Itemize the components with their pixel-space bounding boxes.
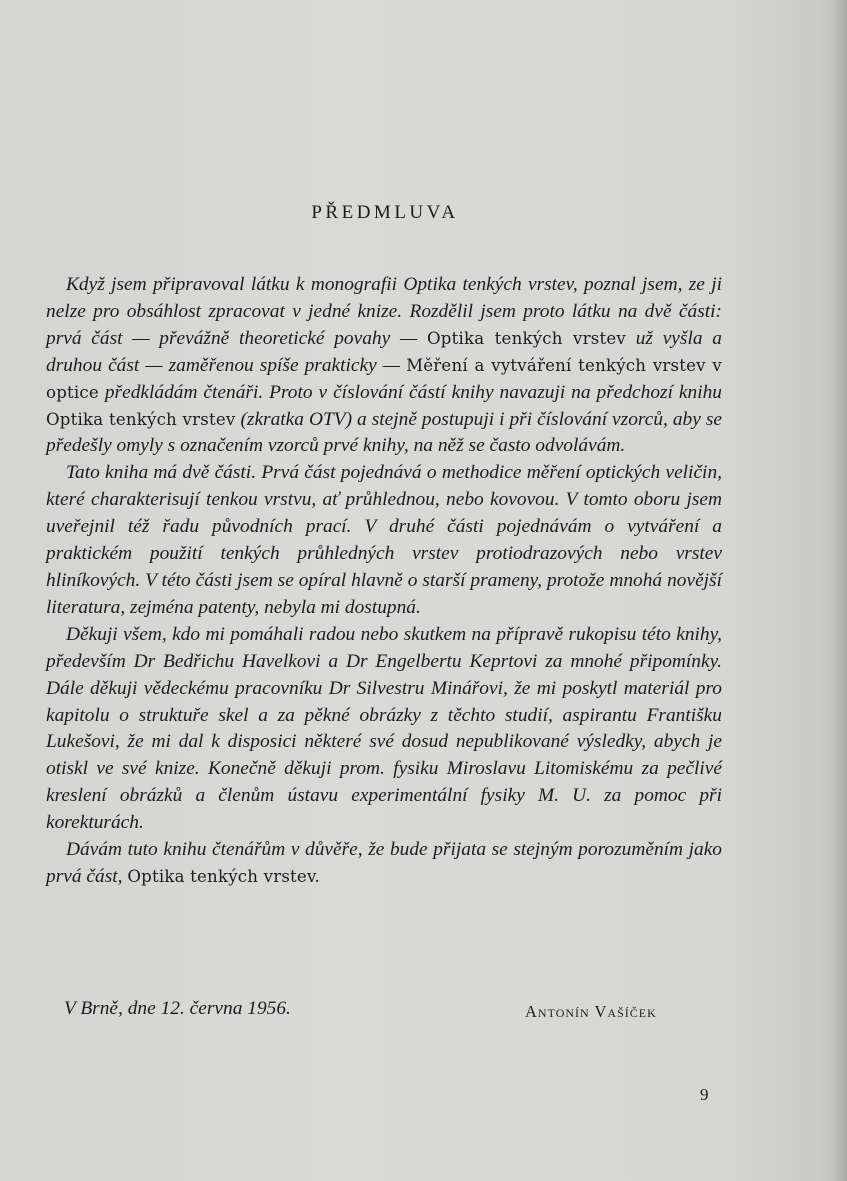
p1-text-4: předkládám čtenáři. Proto v číslování částí knihy navazuji na předchozí knihu — [104, 381, 722, 403]
p1-text-1: Když jsem připravoval látku k monografii — [66, 274, 398, 295]
p1-book-title-3: Měření a vytváření tenkých vrstev v optice — [46, 355, 722, 402]
paragraph-2: Tato kniha má dvě části. Prvá část pojednává o methodice měření optických veličin, které charakterisují tenkou vrstvu, ať průhlednou, nebo kovovou. V tomto oboru jsem uveřejnil též řadu původních prací. V druhé části pojednávám o vytváření a praktickém použití tenkých průhledných vrstev protiodrazových nebo vrstev hliníkových. V této části jsem se opíral hlavně o starší prameny, protože mnohá novější literatura, zejména patenty, nebyla mi dostupná. — [46, 462, 722, 618]
p1-book-title-4: Optika tenkých vrstev — [46, 409, 236, 429]
page-number: 9 — [700, 1085, 709, 1104]
p1-book-title-2: Optika tenkých vrstev — [426, 328, 626, 348]
preface-text — [46, 272, 722, 891]
p4-text-1: Dávám tuto knihu čtenářům v důvěře, že bude přijata se stejným porozuměním jako prvá část, — [46, 839, 722, 887]
paragraph-4 — [46, 837, 722, 891]
p1-text-5: (zkratka OTV) a stejně postupuji i při číslování vzorců, aby se předešly omyly s označením vzorců prvé knihy, na něž se často odvolávám. — [46, 408, 722, 457]
paragraph-3: Děkuji všem, kdo mi pomáhali radou nebo skutkem na přípravě rukopisu této knihy, především Dr Bedřichu Havelkovi a Dr Engelbertu Keprtovi za mnohé připomínky. Dále děkuji vědeckému pracovníku Dr Silvestru Minářovi, že mi poskytl materiál pro kapitolu o struktuře skel a za pěkné obrázky z těchto studií, aspirantu Františku Lukešovi, že mi dal k disposici některé své dosud nepublikované výsledky, abych je otiskl ve své knize. Konečně děkuji prom. fysiku Miroslavu Litomiskému za pečlivé kreslení obrázků a členům ústavu experimentální fysiky M. U. za pomoc při korekturách. — [46, 623, 722, 834]
page-title: PŘEDMLUVA — [311, 202, 459, 223]
author-name: Antonín Vašíček — [525, 1002, 657, 1021]
p1-book-title-1: Optika tenkých vrstev, — [403, 274, 578, 295]
p1-text-3: už vyšla a druhou část — zaměřenou spíše prakticky — — [46, 327, 722, 376]
p4-book-title: Optika tenkých vrstev. — [127, 866, 321, 886]
p1-text-2: poznal jsem, ze ji nelze pro obsáhlost zpracovat v jedné knize. Rozdělil jsem proto látku na dvě části: prvá část — převážně theoretické povahy — — [46, 274, 722, 349]
page-fold-shadow — [833, 0, 847, 1181]
paragraph-1 — [46, 272, 722, 460]
place-and-date: V Brně, dne 12. června 1956. — [64, 998, 291, 1019]
